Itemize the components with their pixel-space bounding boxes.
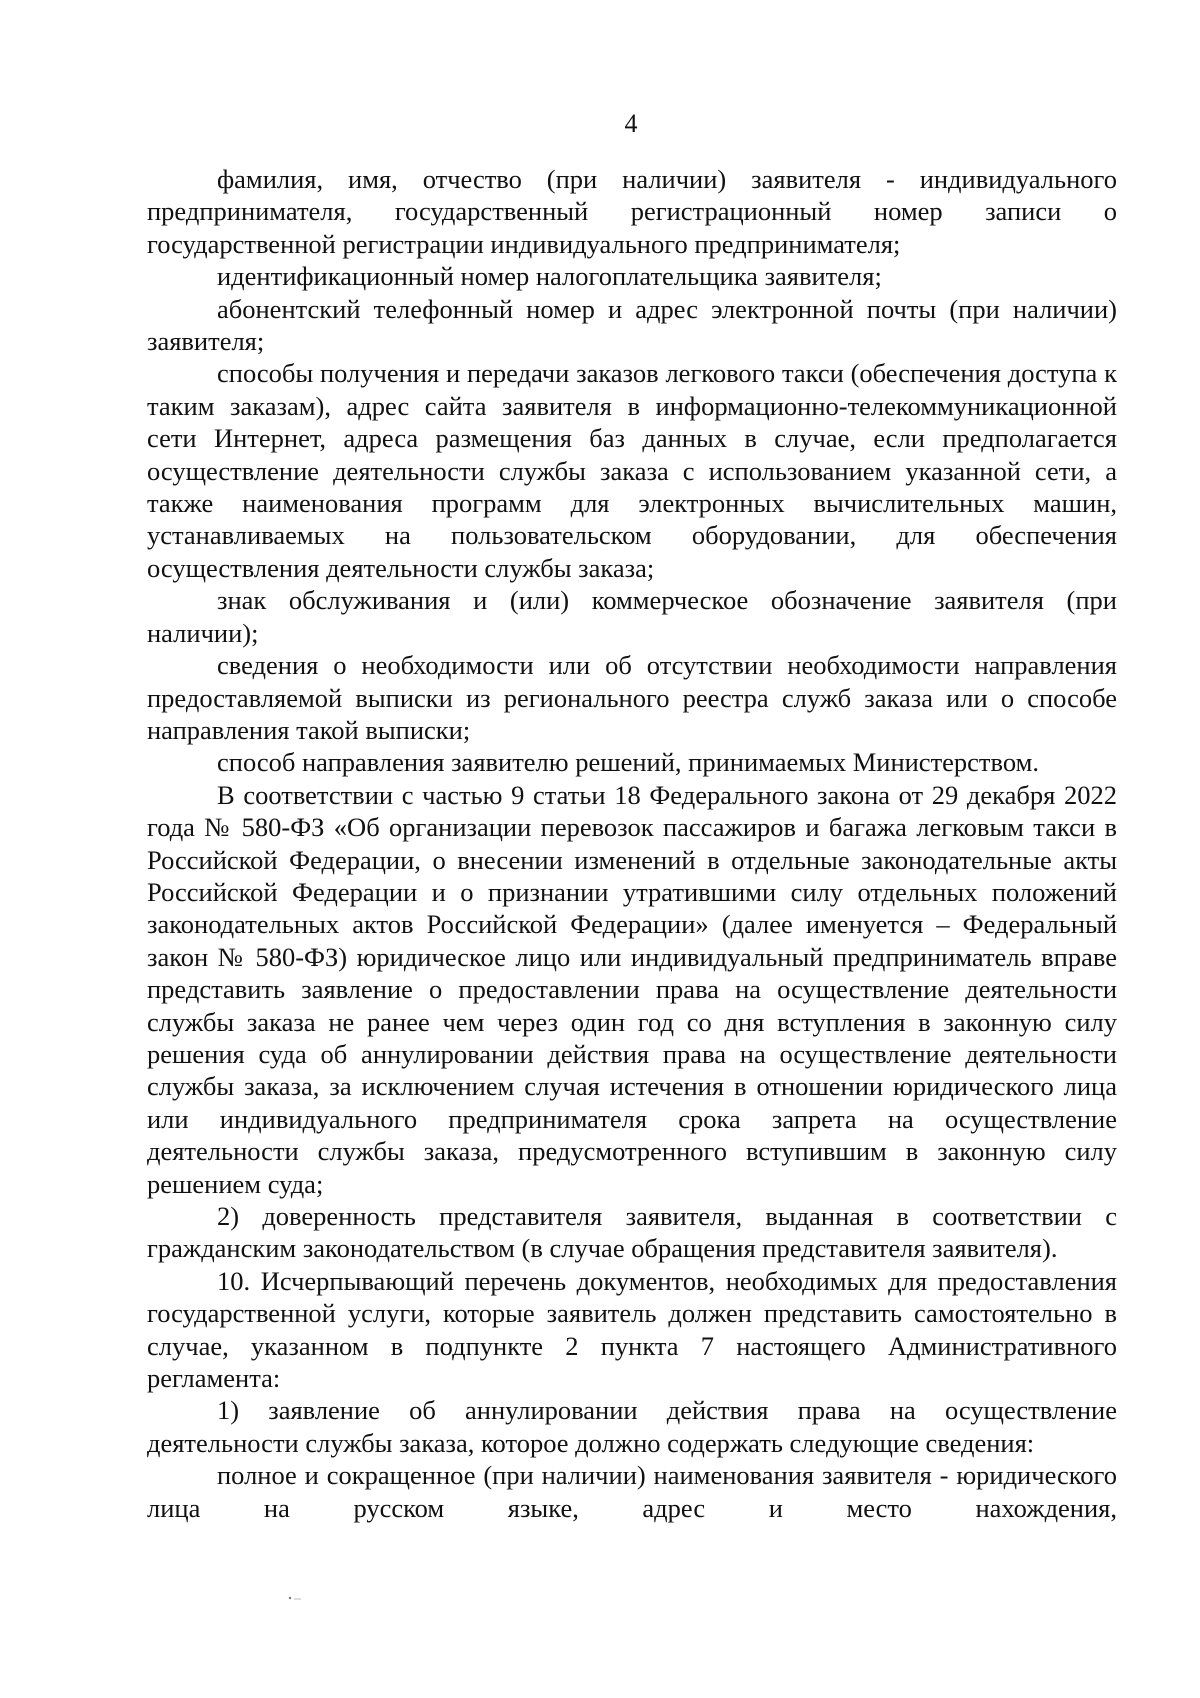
paragraph-taxpayer-id: идентификационный номер налогоплательщика заявителя; — [217, 261, 882, 292]
document-body — [147, 163, 1117, 1524]
page-number: 4 — [624, 109, 638, 138]
paragraph-extract-delivery: сведения о необходимости или об отсутствии необходимости направления предоставляемой выписки из регионального реестра служб заказа или о способе направления такой выписки; — [147, 650, 1117, 745]
paragraph-power-of-attorney: 2) доверенность представителя заявителя, выданная в соответствии с гражданским законодательством (в случае обращения представителя заявителя). — [147, 1201, 1117, 1264]
paragraph-annulment-application: 1) заявление об аннулировании действия права на осуществление деятельности службы заказа, которое должно содержать следующие сведения: — [147, 1395, 1117, 1458]
paragraph-applicant-name: фамилия, имя, отчество (при наличии) заявителя - индивидуального предпринимателя, государственный регистрационный номер записи о государственной регистрации индивидуального предпринимателя; — [147, 164, 1117, 259]
paragraph-decision-delivery: способ направления заявителю решений, принимаемых Министерством. — [217, 747, 1039, 778]
paragraph-legal-entity-name: полное и сокращенное (при наличии) наименования заявителя - юридического лица на русском языке, адрес и место нахождения, — [147, 1460, 1117, 1523]
paragraph-service-mark: знак обслуживания и (или) коммерческое обозначение заявителя (при наличии); — [147, 585, 1117, 648]
paragraph-federal-law-580: В соответствии с частью 9 статьи 18 Федерального закона от 29 декабря 2022 года № 580-ФЗ «Об организации перевозок пассажиров и багажа легковым такси в Российской Федерации, о внесении изменений в отдельные законодательные акты Российской Федерации и о признании утратившими силу отдельных положений законодательных актов Российской Федерации» (далее именуется – Федеральный закон № 580-ФЗ) юридическое лицо или индивидуальный предприниматель вправе представить заявление о предоставлении права на осуществление деятельности службы заказа не ранее чем через один год со дня вступления в законную силу решения суда об аннулировании действия права на осуществление деятельности службы заказа, за исключением случая истечения в отношении юридического лица или индивидуального предпринимателя срока запрета на осуществление деятельности службы заказа, предусмотренного вступившим в законную силу решением суда; — [147, 779, 1117, 1199]
scan-artifact — [288, 1596, 302, 1600]
paragraph-item-10: 10. Исчерпывающий перечень документов, необходимых для предоставления государственной услуги, которые заявитель должен представить самостоятельно в случае, указанном в подпункте 2 пункта 7 настоящего Административного регламента: — [147, 1265, 1117, 1394]
paragraph-order-methods: способы получения и передачи заказов легкового такси (обеспечения доступа к таким заказам), адрес сайта заявителя в информационно-телекоммуникационной сети Интернет, адреса размещения баз данных в случае, если предполагается осуществление деятельности службы заказа с использованием указанной сети, а также наименования программ для электронных вычислительных машин, устанавливаемых на пользовательском оборудовании, для обеспечения осуществления деятельности службы заказа; — [147, 358, 1117, 583]
paragraph-phone-email: абонентский телефонный номер и адрес электронной почты (при наличии) заявителя; — [147, 293, 1117, 357]
